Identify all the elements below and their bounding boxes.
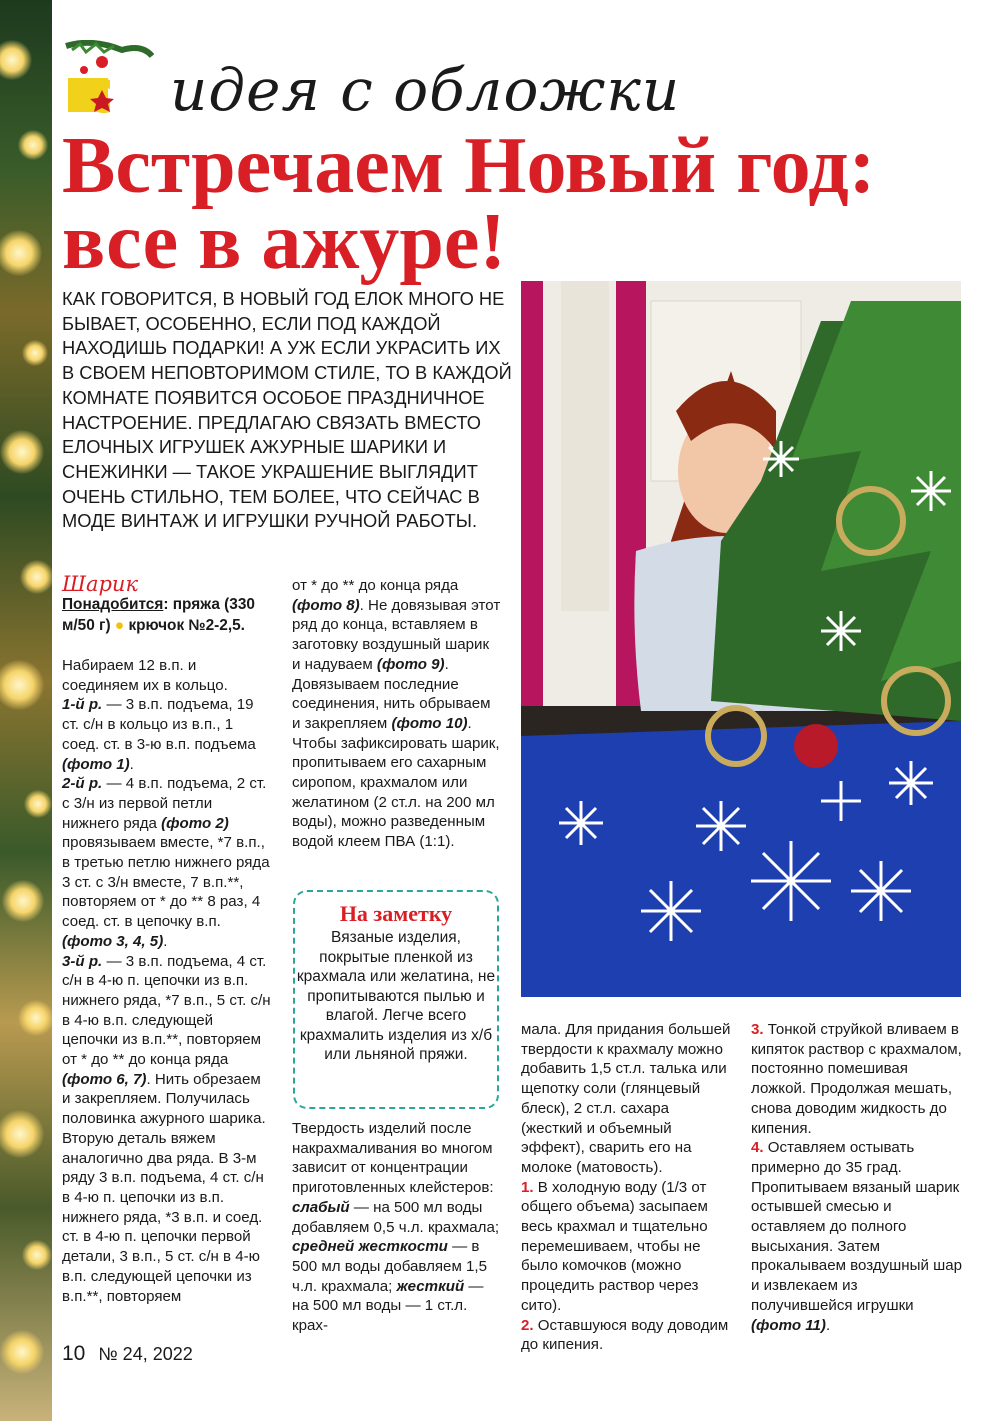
- title-line-1: Встречаем Новый год:: [62, 122, 876, 210]
- photo-ref: (фото 8): [292, 596, 360, 614]
- cover-photo: [521, 281, 961, 997]
- step-1: [521, 1178, 733, 1316]
- step-number: 1.: [521, 1178, 534, 1196]
- row-text: — 3 в.п. подъема, 19 ст. с/н в кольцо из в.п., 1 соед. ст. в 3-ю в.п. подъема: [62, 696, 256, 753]
- emphasis: жесткий: [396, 1277, 465, 1295]
- bullet-icon: ●: [114, 616, 125, 634]
- text-run: . Довязываем последние соединения, нить обрываем и закрепляем: [292, 655, 491, 732]
- text-run: — на 500 мл воды — 1 ст.л. крах-: [292, 1277, 484, 1335]
- row-text-end: .: [163, 932, 168, 950]
- row-1-instructions: [62, 695, 271, 774]
- issue-number: № 24, 2022: [98, 1344, 193, 1364]
- text-run: от * до ** до конца ряда: [292, 577, 459, 594]
- column-1: [62, 573, 271, 1306]
- photo-ref: (фото 1): [62, 755, 130, 773]
- step-text: Оставляем остывать примерно до 35 град.: [751, 1139, 915, 1176]
- step-text: Тонкой струйкой вливаем в кипяток раствор с крахмалом, постоянно помешивая ложкой. Продолжая мешать, снова доводим жидкость до кипения.: [751, 1021, 962, 1137]
- body-paragraph: [292, 576, 501, 852]
- emphasis: средней жесткости: [292, 1238, 448, 1256]
- body-paragraph: [292, 1119, 501, 1336]
- row-2-instructions: [62, 774, 271, 951]
- text-run: . Не довязывая этот ряд до конца, вставляем в заготовку воздушный шарик и надуваем: [292, 596, 501, 673]
- note-box: [293, 890, 499, 1109]
- emphasis: слабый: [292, 1198, 350, 1216]
- text-run: . Чтобы зафиксировать шарик, пропитываем его сахарным сиропом, крахмалом или желатином (2 ст.л. на 200 мл воды), можно разведенным водой клеем ПВА (1:1).: [292, 714, 500, 851]
- step-3: [751, 1020, 963, 1138]
- materials-hook: крючок №2-2,5.: [124, 616, 245, 634]
- row-text: — 3 в.п. подъема, 4 ст. с/н в 4-ю п. цепочки из в.п. нижнего ряда, *7 в.п., 5 ст. с/н в 4-ю в.п. следующей цепочки из в.п.**, повторяем от * до ** до конца ряда: [62, 952, 271, 1069]
- row-label: 3-й р.: [62, 952, 103, 970]
- note-text: Вязаные изделия, покрытые пленкой из крахмала или желатина, не пропитываются пылью и влагой. Легче всего крахмалить изделия из х/б или льняной пряжи.: [296, 929, 496, 1063]
- photo-ref: (фото 9): [376, 655, 445, 673]
- title-line-2: все в ажуре!: [62, 198, 507, 286]
- step-4: [751, 1138, 963, 1177]
- row-label: 1-й р.: [62, 696, 103, 714]
- column-2-bottom: [292, 1119, 501, 1336]
- note-title: На заметку: [339, 901, 453, 926]
- text-run: Твердость изделий после накрахмаливания во многом зависит от концентрации приготовленных клейстеров:: [292, 1120, 494, 1197]
- final-paragraph: [751, 1178, 963, 1336]
- photo-ref: (фото 10): [391, 714, 468, 732]
- text-run: — в 500 мл воды добавляем 1,5 ч.л. крахмала;: [292, 1238, 488, 1295]
- text-run: — на 500 мл воды добавляем 0,5 ч.л. крахмала;: [292, 1198, 500, 1236]
- step-2: [521, 1316, 733, 1355]
- body-paragraph: мала. Для придания большей твердости к крахмалу можно добавить 1,5 ст.л. талька или щепотку соли (глянцевый блеск), 2 ст.л. сахара (жесткий и объемный эффект), сварить его на молоке (матовость).: [521, 1021, 731, 1176]
- row-text-end: .: [129, 755, 134, 773]
- text-run: Пропитываем вязаный шарик остывшей смесью и оставляем до полного высыхания. Затем прокалываем воздушный шар и извлекаем из получившейся игрушки: [751, 1178, 962, 1314]
- page-number: 10: [62, 1342, 86, 1365]
- step-number: 4.: [751, 1139, 764, 1157]
- row-text: — 4 в.п. подъема, 2 ст. с 3/н из первой петли нижнего ряда: [62, 775, 267, 832]
- photo-ref: (фото 2): [161, 814, 229, 832]
- step-number: 3.: [751, 1021, 764, 1038]
- step-number: 2.: [521, 1316, 534, 1334]
- body-paragraph: Набираем 12 в.п. и соединяем их в кольцо.: [62, 657, 228, 694]
- materials-yarn: : пряжа (330 м/50 г): [62, 596, 255, 634]
- section-heading-ball: Шарик: [62, 572, 138, 596]
- photo-ref: (фото 3, 4, 5): [62, 932, 164, 950]
- row-text-end: . Нить обрезаем и закрепляем. Получилась половинка ажурного шарика.: [62, 1070, 266, 1128]
- page-footer: [62, 1342, 193, 1366]
- column-3: [521, 1020, 733, 1355]
- photo-ref: (фото 11): [751, 1316, 826, 1334]
- magazine-logo: [62, 40, 154, 120]
- materials-label: Понадобится: [62, 596, 164, 613]
- second-part-paragraph: Вторую деталь вяжем аналогично два ряда. В 3-м ряду 3 в.п. подъема, 4 ст. с/н в 4-ю п. цепочки из в.п. нижнего ряда, *3 в.п. и соед. ст. в 4-ю п. цепочки первой детали, 3 в.п., 5 ст. с/н в 4-ю в.п. следующей цепочки из в.п.**, повторяем: [62, 1129, 264, 1305]
- column-2: [292, 576, 501, 852]
- section-kicker: идея с обложки: [170, 56, 681, 124]
- column-4: [751, 1020, 963, 1335]
- step-text: В холодную воду (1/3 от общего объема) засыпаем весь крахмал и тщательно перемешиваем, чтобы не было комочков (можно процедить раствор через сито).: [521, 1178, 708, 1314]
- row-text: провязываем вместе, *7 в.п., в третью петлю нижнего ряда 3 ст. с 3/н вместе, 7 в.п.**, повторяем от * до ** 8 раз, 4 соед. ст. в цепочку в.п.: [62, 834, 270, 931]
- article-title: [62, 122, 982, 286]
- step-text: Оставшуюся воду доводим до кипения.: [521, 1316, 729, 1354]
- materials-paragraph: [62, 595, 271, 636]
- text-run: .: [825, 1316, 831, 1334]
- photo-ref: (фото 6, 7): [62, 1070, 147, 1088]
- row-3-instructions: [62, 952, 271, 1129]
- side-decor-strip: [0, 0, 52, 1421]
- row-label: 2-й р.: [62, 775, 103, 793]
- intro-text: КАК ГОВОРИТСЯ, В НОВЫЙ ГОД ЕЛОК МНОГО НЕ БЫВАЕТ, ОСОБЕННО, ЕСЛИ ПОД КАЖДОЙ НАХОДИШЬ ПОДАРКИ! А УЖ ЕСЛИ УКРАСИТЬ ИХ В СВОЕМ НЕПОВТОРИМОМ СТИЛЕ, ТО В КАЖДОЙ КОМНАТЕ ПОЯВИТСЯ ОСОБОЕ ПРАЗДНИЧНОЕ НАСТРОЕНИЕ. ПРЕДЛАГАЮ СВЯЗАТЬ ВМЕСТО ЕЛОЧНЫХ ИГРУШЕК АЖУРНЫЕ ШАРИКИ И СНЕЖИНКИ — ТАКОЕ УКРАШЕНИЕ ВЫГЛЯДИТ ОЧЕНЬ СТИЛЬНО, ТЕМ БОЛЕЕ, ЧТО СЕЙЧАС В МОДЕ ВИНТАЖ И ИГРУШКИ РУЧНОЙ РАБОТЫ.: [62, 288, 512, 532]
